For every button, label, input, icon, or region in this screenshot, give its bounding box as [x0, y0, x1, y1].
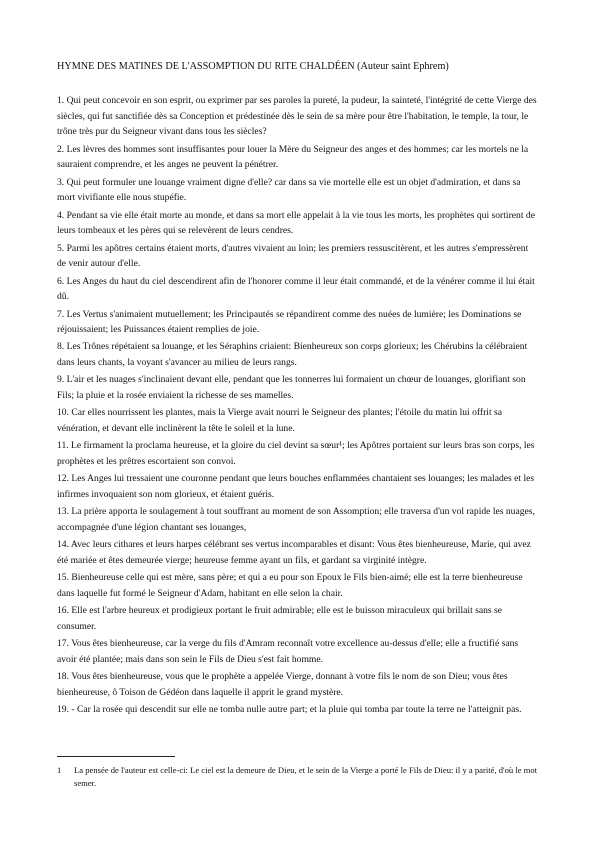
stanza: 5. Parmi les apôtres certains étaient morts, d'autres vivaient au loin; les premiers ressuscitèrent, et les autres s'empressèrent de venir autour d'elle.	[57, 242, 529, 270]
stanza: 8. Les Trônes répétaient sa louange, et les Séraphins criaient: Bienheureux son corps glorieux; les Chérubins la célébraient dans leurs chants, la voyant s'avancer au milieu de leurs rangs.	[57, 341, 528, 369]
footnote-divider	[57, 756, 175, 757]
stanza: 9. L'air et les nuages s'inclinaient devant elle, pendant que les tonnerres lui formaient un chœur de louanges, glorifiant son Fils; la pluie et la rosée enviaient la richesse de ses mamelles.	[57, 374, 526, 402]
footnote-text: La pensée de l'auteur est celle-ci: Le ciel est la demeure de Dieu, et le sein de la Vierge a porté le Fils de Dieu: il y a parité, d'où le mot semer.	[74, 765, 538, 788]
footnote	[57, 764, 539, 790]
stanza: 15. Bienheureuse celle qui est mère, sans père; et qui a eu pour son Epoux le Fils bien-aimé; elle est la terre bienheureuse dans laquelle fut formé le Seigneur d'Adam, habitant en elle selon la chair.	[57, 572, 523, 599]
stanza: 17. Vous êtes bienheureuse, car la verge du fils d'Amram reconnaît votre excellence au-dessus d'elle; elle a fructifié sans avoir été plantée; mais dans son sein le Fils de Dieu s'est fait homme.	[57, 638, 519, 665]
stanza: 4. Pendant sa vie elle était morte au monde, et dans sa mort elle appelait à la vie tous les morts, les prophètes qui sortirent de leurs tombeaux et les pères qui se relevèrent de leurs cendres.	[57, 209, 535, 237]
stanza: 3. Qui peut formuler une louange vraiment digne d'elle? car dans sa vie mortelle elle est un objet d'admiration, et dans sa mort vivifiante elle nous stupéfie.	[57, 176, 521, 204]
stanza-list	[57, 93, 539, 718]
stanza: 14. Avec leurs cithares et leurs harpes célébrant ses vertus incomparables et disant: Vous êtes bienheureuse, Marie, qui avez été mariée et êtes demeurée vierge; heureuse femme ayant un fils, et gardant sa virginité intègre.	[57, 539, 531, 566]
stanza: 13. La prière apporta le soulagement à tout souffrant au moment de son Assomption; elle traversa d'un vol rapide les nuages, accompagnée d'une légion chantant ses louanges,	[57, 506, 535, 533]
document-title: HYMNE DES MATINES DE L'ASSOMPTION DU RITE CHALDÉEN (Auteur saint Ephrem)	[57, 61, 449, 72]
stanza: 11. Le firmament la proclama heureuse, et la gloire du ciel devint sa sœur¹; les Apôtres portaient sur leurs bras son corps, les prophètes et les prêtres escortaient son convoi.	[57, 440, 535, 468]
stanza: 7. Les Vertus s'animaient mutuellement; les Principautés se répandirent comme des nuées de lumière; les Dominations se réjouissaient; les Puissances étaient remplies de joie.	[57, 308, 522, 336]
document-body	[57, 60, 539, 720]
stanza: 6. Les Anges du haut du ciel descendirent afin de l'honorer comme il leur était commandé, et de la vénérer comme il lui était dû.	[57, 275, 535, 303]
stanza: 10. Car elles nourrissent les plantes, mais la Vierge avait nourri le Seigneur des plantes; l'étoile du matin lui offrit sa vénération, et devant elle inclinèrent la tête le soleil et la lune.	[57, 407, 503, 435]
stanza: 18. Vous êtes bienheureuse, vous que le prophète a appelée Vierge, donnant à votre fils le nom de son Dieu; vous êtes bienheureuse, ô Toison de Gédéon dans laquelle il apprit le grand mystère.	[57, 671, 508, 698]
stanza: 16. Elle est l'arbre heureux et prodigieux portant le fruit admirable; elle est le buisson miraculeux qui brillait sans se consumer.	[57, 605, 503, 632]
stanza: 2. Les lèvres des hommes sont insuffisantes pour louer la Mère du Seigneur des anges et des hommes; car les mortels ne la sauraient comprendre, et les anges ne peuvent la pénétrer.	[57, 143, 529, 171]
stanza: 12. Les Anges lui tressaient une couronne pendant que leurs bouches enflammées chantaient ses louanges; les malades et les infirmes invoquaient son nom glorieux, et étaient guéris.	[57, 473, 535, 501]
footnote-number: 1	[57, 765, 62, 775]
stanza: 1. Qui peut concevoir en son esprit, ou exprimer par ses paroles la pureté, la pudeur, la sainteté, l'intégrité de cette Vierge des siècles, qui fut sanctifiée dès sa Conception et prédestinée dès le sein de sa mère pour être l'habitation, le temple, la tour, le trône très pur du Seigneur vivant dans tous les siècles?	[57, 95, 537, 138]
stanza: 19. - Car la rosée qui descendit sur elle ne tomba nulle autre part; et la pluie qui tomba par toute la terre ne l'atteignit pas.	[57, 704, 522, 716]
